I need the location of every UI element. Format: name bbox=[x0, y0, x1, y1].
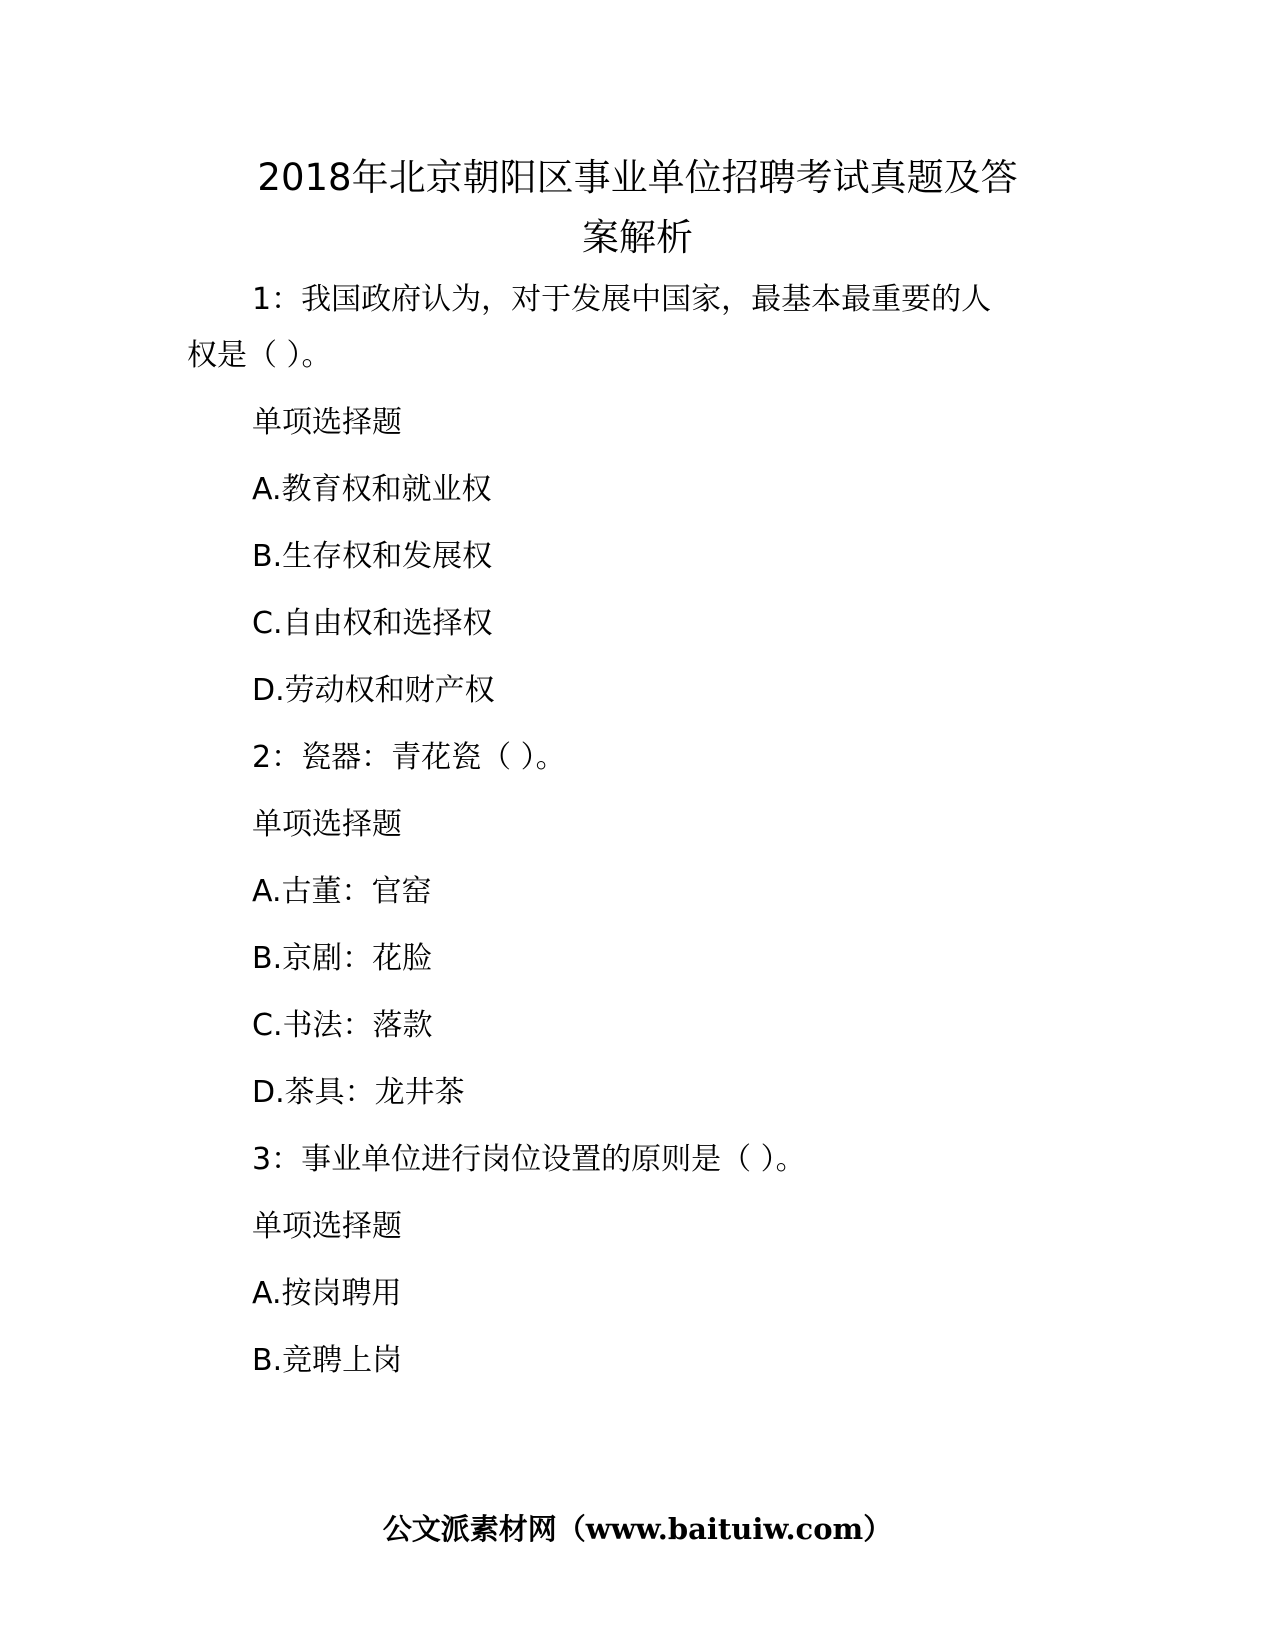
question-1-type: 单项选择题 bbox=[252, 405, 402, 440]
question-1-option-b: B.生存权和发展权 bbox=[252, 539, 493, 574]
question-1-text-continued: 权是（ ）。 bbox=[187, 338, 332, 373]
question-2-option-a: A.古董：官窑 bbox=[252, 874, 432, 909]
question-3-text: 3：事业单位进行岗位设置的原则是（ ）。 bbox=[252, 1142, 806, 1177]
document-title-line-2: 案解析 bbox=[582, 216, 693, 259]
question-1-option-a: A.教育权和就业权 bbox=[252, 472, 492, 507]
question-2-option-b: B.京剧：花脸 bbox=[252, 941, 433, 976]
question-3-option-a: A.按岗聘用 bbox=[252, 1276, 402, 1311]
question-2-option-d: D.茶具：龙井茶 bbox=[252, 1075, 465, 1110]
question-2-option-c: C.书法：落款 bbox=[252, 1008, 433, 1043]
question-1-option-c: C.自由权和选择权 bbox=[252, 606, 493, 641]
question-1-text: 1：我国政府认为，对于发展中国家，最基本最重要的人 bbox=[252, 282, 992, 317]
question-2-type: 单项选择题 bbox=[252, 807, 402, 842]
page-footer-watermark: 公文派素材网（www.baituiw.com） bbox=[382, 1512, 893, 1546]
document-title-line-1: 2018年北京朝阳区事业单位招聘考试真题及答 bbox=[257, 156, 1018, 199]
question-3-option-b: B.竞聘上岗 bbox=[252, 1343, 403, 1378]
question-3-type: 单项选择题 bbox=[252, 1209, 402, 1244]
question-1-option-d: D.劳动权和财产权 bbox=[252, 673, 495, 708]
question-2-text: 2：瓷器：青花瓷（ ）。 bbox=[252, 740, 566, 775]
